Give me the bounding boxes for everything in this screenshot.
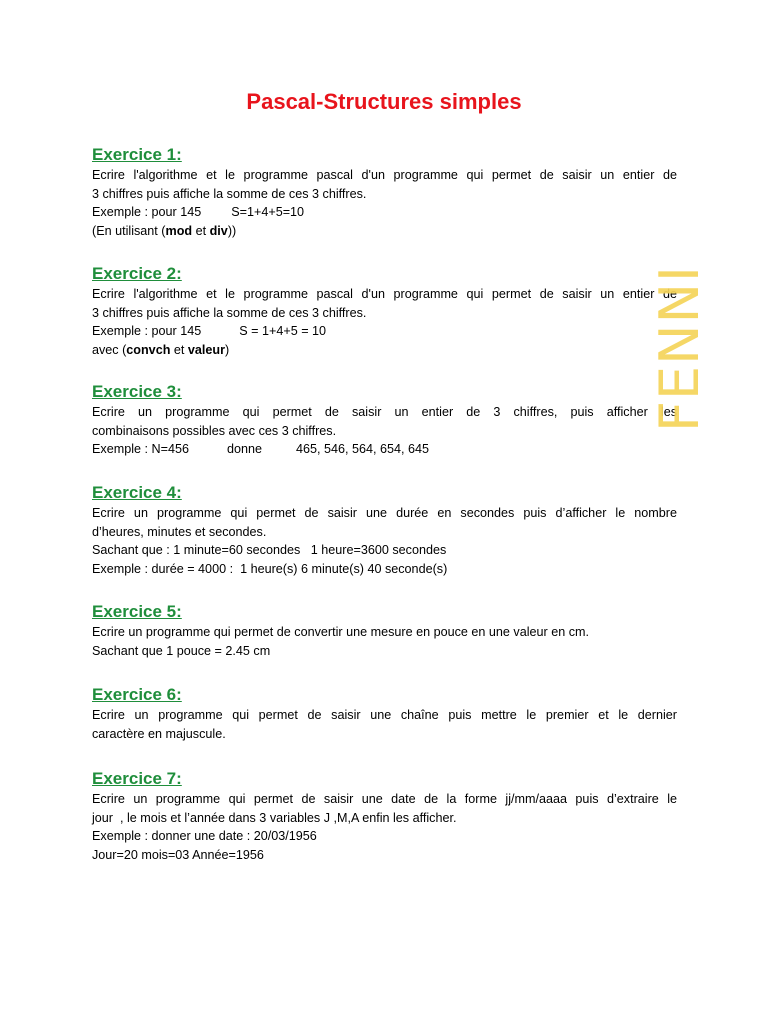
example-label: Exemple : pour 145 [92, 324, 202, 338]
exercise-4 [92, 483, 677, 578]
exercise-3 [92, 382, 677, 459]
note-line [92, 222, 677, 241]
example-line [92, 203, 677, 222]
note-keyword: div [209, 223, 228, 238]
exercise-6 [92, 685, 677, 743]
example-line: Exemple : durée = 4000 : 1 heure(s) 6 minute(s) 40 seconde(s) [92, 561, 448, 576]
example-line: Exemple : donner une date : 20/03/1956 [92, 829, 317, 843]
exercise-title: Exercice 4: [92, 483, 182, 502]
exercise-title: Exercice 6: [92, 685, 182, 704]
note-keyword: mod [165, 223, 193, 238]
example-value: S = 1+4+5 = 10 [239, 324, 327, 338]
exercise-text-line: Ecrire un programme qui permet de saisir une date de la forme jj/mm/aaaa puis d’extraire le [92, 792, 677, 806]
note-mid: et [192, 223, 210, 238]
exercise-text-line: d’heures, minutes et secondes. [92, 524, 267, 539]
author-watermark: FENNI [648, 265, 711, 432]
exercise-text-line: Ecrire un programme qui permet de saisir une durée en secondes puis d’afficher le nombre [92, 506, 677, 520]
exercise-text-line: Ecrire l'algorithme et le programme pascal d'un programme qui permet de saisir un entier de [92, 287, 677, 301]
exercise-text-line: Sachant que 1 pouce = 2.45 cm [92, 643, 271, 658]
exercise-title: Exercice 5: [92, 602, 182, 621]
example-line [92, 440, 677, 459]
note-keyword: valeur [187, 342, 226, 357]
exercise-1 [92, 145, 677, 240]
exercise-title: Exercice 2: [92, 264, 182, 283]
exercise-title: Exercice 3: [92, 382, 182, 401]
note-suffix: )) [227, 223, 237, 238]
exercise-text-line: caractère en majuscule. [92, 726, 226, 741]
exercise-text-line: Ecrire un programme qui permet de saisir une chaîne puis mettre le premier et le dernier [92, 708, 677, 722]
example-line: Jour=20 mois=03 Année=1956 [92, 847, 264, 862]
example-value: S=1+4+5=10 [231, 205, 305, 219]
exercise-7 [92, 769, 677, 864]
exercise-text-line: jour , le mois et l’année dans 3 variables J ,M,A enfin les afficher. [92, 810, 457, 825]
example-label: Exemple : N=456 [92, 442, 189, 456]
exercise-text-line: Sachant que : 1 minute=60 secondes 1 heure=3600 secondes [92, 543, 447, 557]
exercise-title: Exercice 1: [92, 145, 182, 164]
note-prefix: avec ( [92, 342, 127, 357]
exercise-title: Exercice 7: [92, 769, 182, 788]
exercise-text-line: Ecrire un programme qui permet de convertir une mesure en pouce en une valeur en cm. [92, 625, 590, 639]
exercise-text-line: Ecrire un programme qui permet de saisir un entier de 3 chiffres, puis afficher les [92, 405, 677, 419]
page-title: Pascal-Structures simples [246, 89, 522, 114]
exercise-2 [92, 264, 677, 359]
exercise-text-line: 3 chiffres puis affiche la somme de ces 3 chiffres. [92, 305, 367, 320]
example-line [92, 322, 677, 341]
exercise-text-line: combinaisons possibles avec ces 3 chiffres. [92, 423, 337, 438]
exercise-text-line: Ecrire l'algorithme et le programme pascal d'un programme qui permet de saisir un entier de [92, 168, 677, 182]
example-label: Exemple : pour 145 [92, 205, 202, 219]
example-value: 465, 546, 564, 654, 645 [296, 442, 430, 456]
note-suffix: ) [225, 342, 230, 357]
note-keyword: convch [126, 342, 171, 357]
exercise-text-line: 3 chiffres puis affiche la somme de ces 3 chiffres. [92, 186, 367, 201]
note-line [92, 341, 677, 360]
example-mid: donne [226, 442, 262, 456]
note-prefix: (En utilisant ( [92, 223, 166, 238]
exercise-5 [92, 602, 677, 660]
note-mid: et [170, 342, 188, 357]
